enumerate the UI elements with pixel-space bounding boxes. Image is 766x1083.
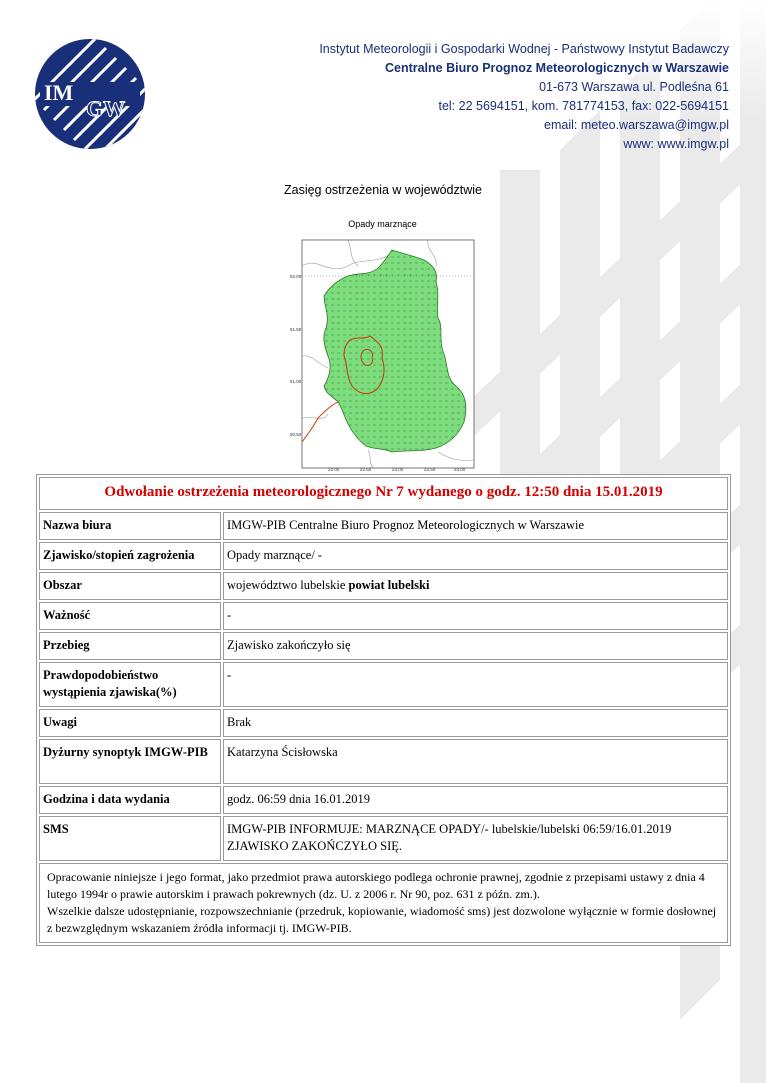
row-value: Brak (223, 709, 728, 737)
lat-label: 52.00 (290, 274, 302, 279)
www-link[interactable]: www: www.imgw.pl (623, 137, 729, 151)
email-link[interactable]: email: meteo.warszawa@imgw.pl (544, 118, 729, 132)
area-voivodeship: województwo lubelskie (227, 578, 346, 592)
warning-table (36, 474, 731, 946)
row-value: Zjawisko zakończyło się (223, 632, 728, 660)
row-label: Uwagi (39, 709, 221, 737)
row-value: Katarzyna Ścisłowska (223, 739, 728, 784)
table-row (39, 602, 728, 630)
lon-label: 22.50 (360, 467, 372, 472)
table-row (39, 816, 728, 861)
lat-label: 50.50 (290, 432, 302, 437)
table-row (39, 572, 728, 600)
logo-text-top: IM (44, 80, 74, 105)
table-row (39, 542, 728, 570)
row-label: Prawdopodobieństwo wystąpienia zjawiska(%) (39, 662, 221, 707)
area-powiat: powiat lubelski (348, 578, 430, 592)
row-label: Obszar (39, 572, 221, 600)
lon-label: 24.00 (454, 467, 466, 472)
copyright-paragraph-2: Wszelkie dalsze udostępnianie, rozpowszechnianie (przedruk, kopiowanie, wiadomość sms) jest dozwolone wyłącznie w formie dosłownej z bezwzględnym wskazaniem źródła informacji tj. IMGW-PIB. (47, 904, 717, 935)
table-row (39, 662, 728, 707)
row-value-area (223, 572, 728, 600)
logo-text-bottom: GW (86, 96, 126, 121)
voivodeship-map (288, 236, 476, 472)
row-value: godz. 06:59 dnia 16.01.2019 (223, 786, 728, 814)
office-name: Centralne Biuro Prognoz Meteorologicznych w Warszawie (384, 61, 729, 75)
imgw-logo (34, 38, 146, 150)
row-value-sms: IMGW-PIB INFORMUJE: MARZNĄCE OPADY/- lubelskie/lubelski 06:59/16.01.2019 ZJAWISKO ZAKOŃCZYŁO SIĘ. (223, 816, 728, 861)
header-contact (319, 40, 729, 154)
row-label: Godzina i data wydania (39, 786, 221, 814)
copyright-paragraph-1: Opracowanie niniejsze i jego format, jako przedmiot prawa autorskiego podlega ochronie prawnej, zgodnie z przepisami ustawy z dnia 4 lutego 1994r o prawie autorskim i prawach pokrewnych (dz. U. z 2006 r. Nr 90, poz. 631 z późn. zm.). (47, 870, 705, 901)
lon-label: 23.50 (424, 467, 436, 472)
lon-label: 22.00 (328, 467, 340, 472)
phone: tel: 22 5694151, kom. 781774153, fax: 022-5694151 (438, 99, 729, 113)
row-value: - (223, 602, 728, 630)
table-row (39, 512, 728, 540)
address: 01-673 Warszawa ul. Podleśna 61 (539, 80, 729, 94)
lat-label: 51.50 (290, 327, 302, 332)
row-value: - (223, 662, 728, 707)
row-label: Ważność (39, 602, 221, 630)
map-title: Zasięg ostrzeżenia w województwie (283, 183, 482, 197)
lon-label: 23.00 (392, 467, 404, 472)
warning-title: Odwołanie ostrzeżenia meteorologicznego Nr 7 wydanego o godz. 12:50 dnia 15.01.2019 (39, 477, 728, 510)
row-label: SMS (39, 816, 221, 861)
table-row (39, 786, 728, 814)
lat-label: 51.00 (290, 379, 302, 384)
row-label: Dyżurny synoptyk IMGW-PIB (39, 739, 221, 784)
table-row (39, 632, 728, 660)
copyright-note (39, 863, 728, 943)
institute-name: Instytut Meteorologii i Gospodarki Wodnej - Państwowy Instytut Badawczy (319, 42, 729, 56)
table-row (39, 739, 728, 784)
row-value: Opady marznące/ - (223, 542, 728, 570)
row-value: IMGW-PIB Centralne Biuro Prognoz Meteorologicznych w Warszawie (223, 512, 728, 540)
table-row (39, 709, 728, 737)
row-label: Nazwa biura (39, 512, 221, 540)
row-label: Zjawisko/stopień zagrożenia (39, 542, 221, 570)
map-subtitle: Opady marznące (348, 219, 417, 229)
row-label: Przebieg (39, 632, 221, 660)
